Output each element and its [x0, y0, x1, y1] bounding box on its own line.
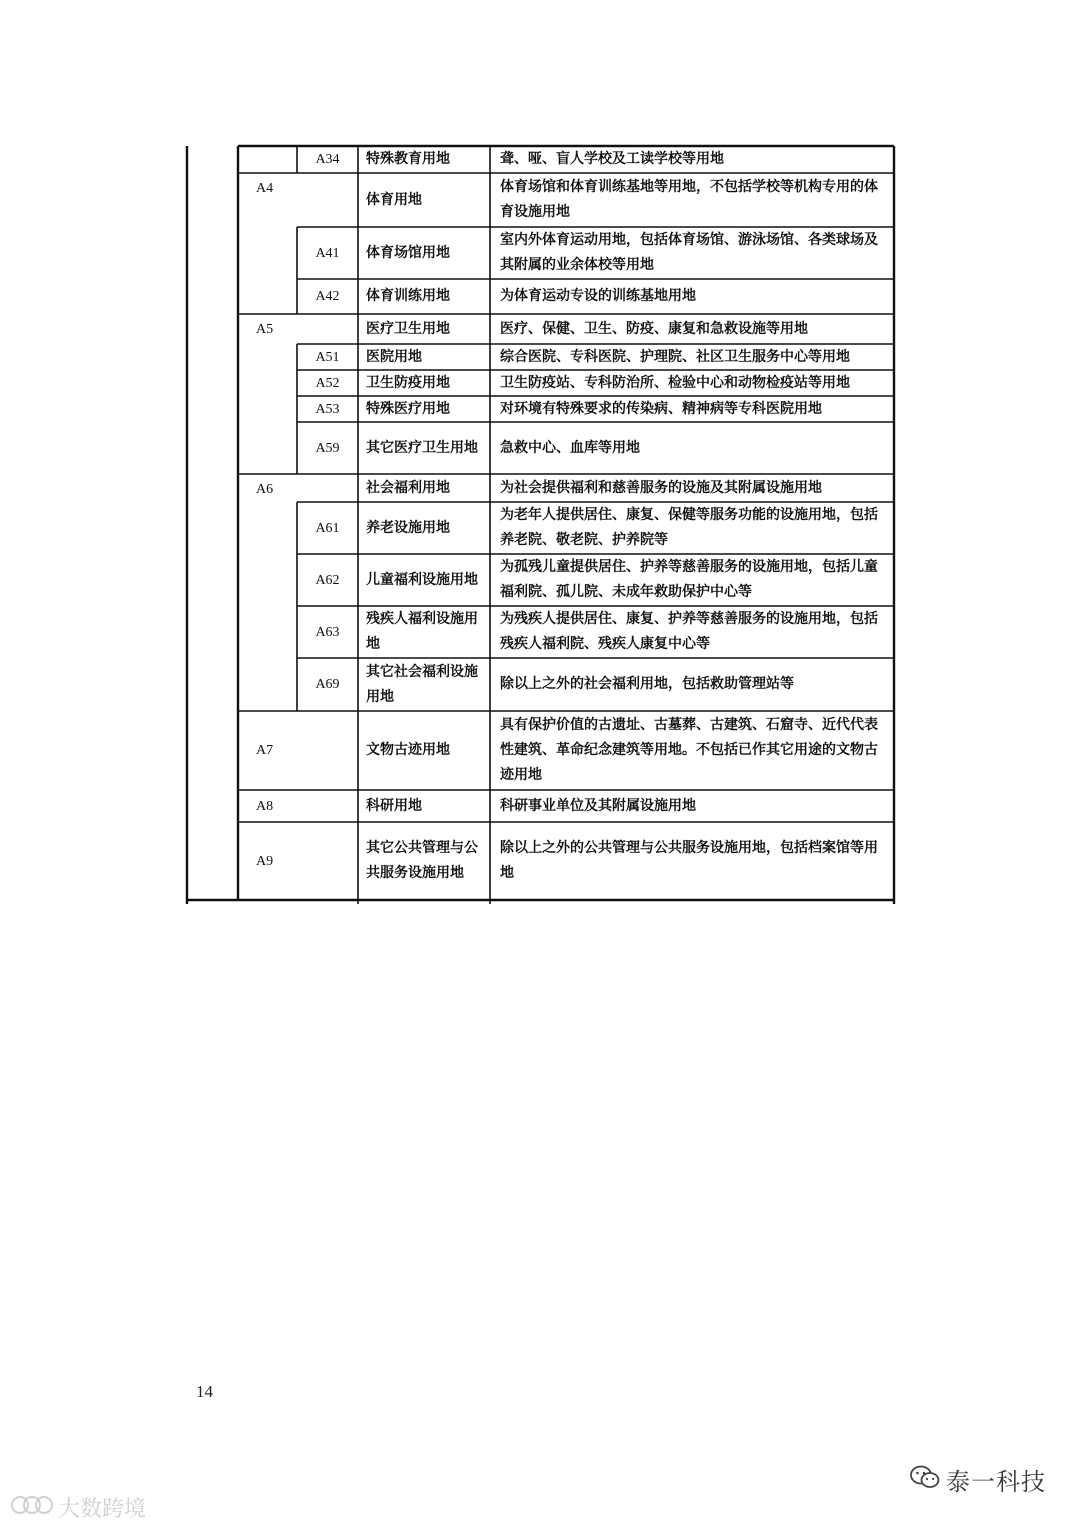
category-name: 特殊教育用地: [366, 151, 450, 167]
category-name: 医院用地: [366, 348, 422, 365]
mid-code: A61: [315, 520, 340, 536]
page-number: 14: [196, 1382, 213, 1401]
category-description: 对环境有特殊要求的传染病、精神病等专科医院用地: [500, 400, 822, 417]
wechat-icon: [910, 1464, 940, 1496]
category-description: 室内外体育运动用地，包括体育场馆、游泳场馆、各类球场及其附属的业余体校等用地: [500, 232, 878, 273]
category-name: 儿童福利设施用地: [366, 571, 478, 588]
category-description: 为老年人提供居住、康复、保健等服务功能的设施用地，包括养老院、敬老院、护养院等: [500, 507, 878, 548]
watermark-right-text: 泰一科技: [946, 1468, 1046, 1496]
category-description: 急救中心、血库等用地: [500, 439, 640, 456]
category-name: 特殊医疗用地: [366, 400, 450, 417]
mid-code: A69: [315, 677, 340, 692]
category-description: 为残疾人提供居住、康复、护养等慈善服务的设施用地，包括残疾人福利院、残疾人康复中心等: [500, 611, 878, 652]
logo-icon: [10, 1493, 54, 1523]
category-name: 其它医疗卫生用地: [366, 439, 478, 456]
category-name: 科研用地: [366, 797, 422, 814]
category-name: 养老设施用地: [366, 519, 450, 536]
mid-code: A42: [315, 289, 340, 304]
category-name: 其它公共管理与公共服务设施用地: [366, 840, 478, 881]
category-description: 卫生防疫站、专科防治所、检验中心和动物检疫站等用地: [500, 374, 850, 391]
mid-code: A41: [315, 245, 340, 261]
major-code: A5: [256, 322, 274, 337]
category-name: 残疾人福利设施用地: [366, 611, 478, 652]
mid-code: A59: [315, 440, 340, 456]
category-name: 卫生防疫用地: [366, 374, 450, 391]
mid-code: A62: [315, 572, 340, 588]
category-name: 其它社会福利设施用地: [366, 663, 478, 705]
category-description: 聋、哑、盲人学校及工读学校等用地: [500, 151, 724, 167]
watermark-right: [910, 1462, 1046, 1497]
mid-code: A51: [315, 349, 340, 365]
major-code: A6: [256, 482, 274, 497]
category-name: 文物古迹用地: [366, 742, 450, 758]
mid-code: A53: [315, 401, 340, 417]
watermark-left-text: 大数跨境: [58, 1497, 147, 1522]
category-description: 为体育运动专设的训练基地用地: [500, 288, 696, 304]
category-name: 体育场馆用地: [366, 244, 450, 261]
category-description: 体育场馆和体育训练基地等用地，不包括学校等机构专用的体育设施用地: [500, 179, 878, 220]
category-description: 综合医院、专科医院、护理院、社区卫生服务中心等用地: [500, 348, 850, 365]
major-code: A7: [256, 743, 274, 758]
category-name: 体育用地: [366, 191, 422, 208]
category-description: 为孤残儿童提供居住、护养等慈善服务的设施用地，包括儿童福利院、孤儿院、未成年救助保护中心等: [500, 559, 878, 600]
category-description: 为社会提供福利和慈善服务的设施及其附属设施用地: [500, 479, 822, 496]
category-description: 医疗、保健、卫生、防疫、康复和急救设施等用地: [500, 320, 808, 337]
watermark-left: [10, 1492, 146, 1523]
mid-code: A34: [315, 152, 340, 167]
mid-code: A52: [315, 375, 340, 391]
category-name: 社会福利用地: [366, 479, 450, 496]
category-name: 体育训练用地: [366, 288, 450, 304]
category-description: 具有保护价值的古遗址、古墓葬、古建筑、石窟寺、近代代表性建筑、革命纪念建筑等用地。不包括已作其它用途的文物古迹用地: [500, 717, 878, 783]
category-name: 医疗卫生用地: [366, 320, 450, 337]
major-code: A8: [256, 798, 274, 814]
major-code: A4: [256, 181, 274, 196]
category-description: 科研事业单位及其附属设施用地: [500, 797, 696, 814]
category-description: 除以上之外的公共管理与公共服务设施用地，包括档案馆等用地: [500, 840, 878, 881]
major-code: A9: [256, 853, 274, 869]
mid-code: A63: [315, 624, 340, 640]
category-description: 除以上之外的社会福利用地，包括救助管理站等: [500, 676, 794, 692]
